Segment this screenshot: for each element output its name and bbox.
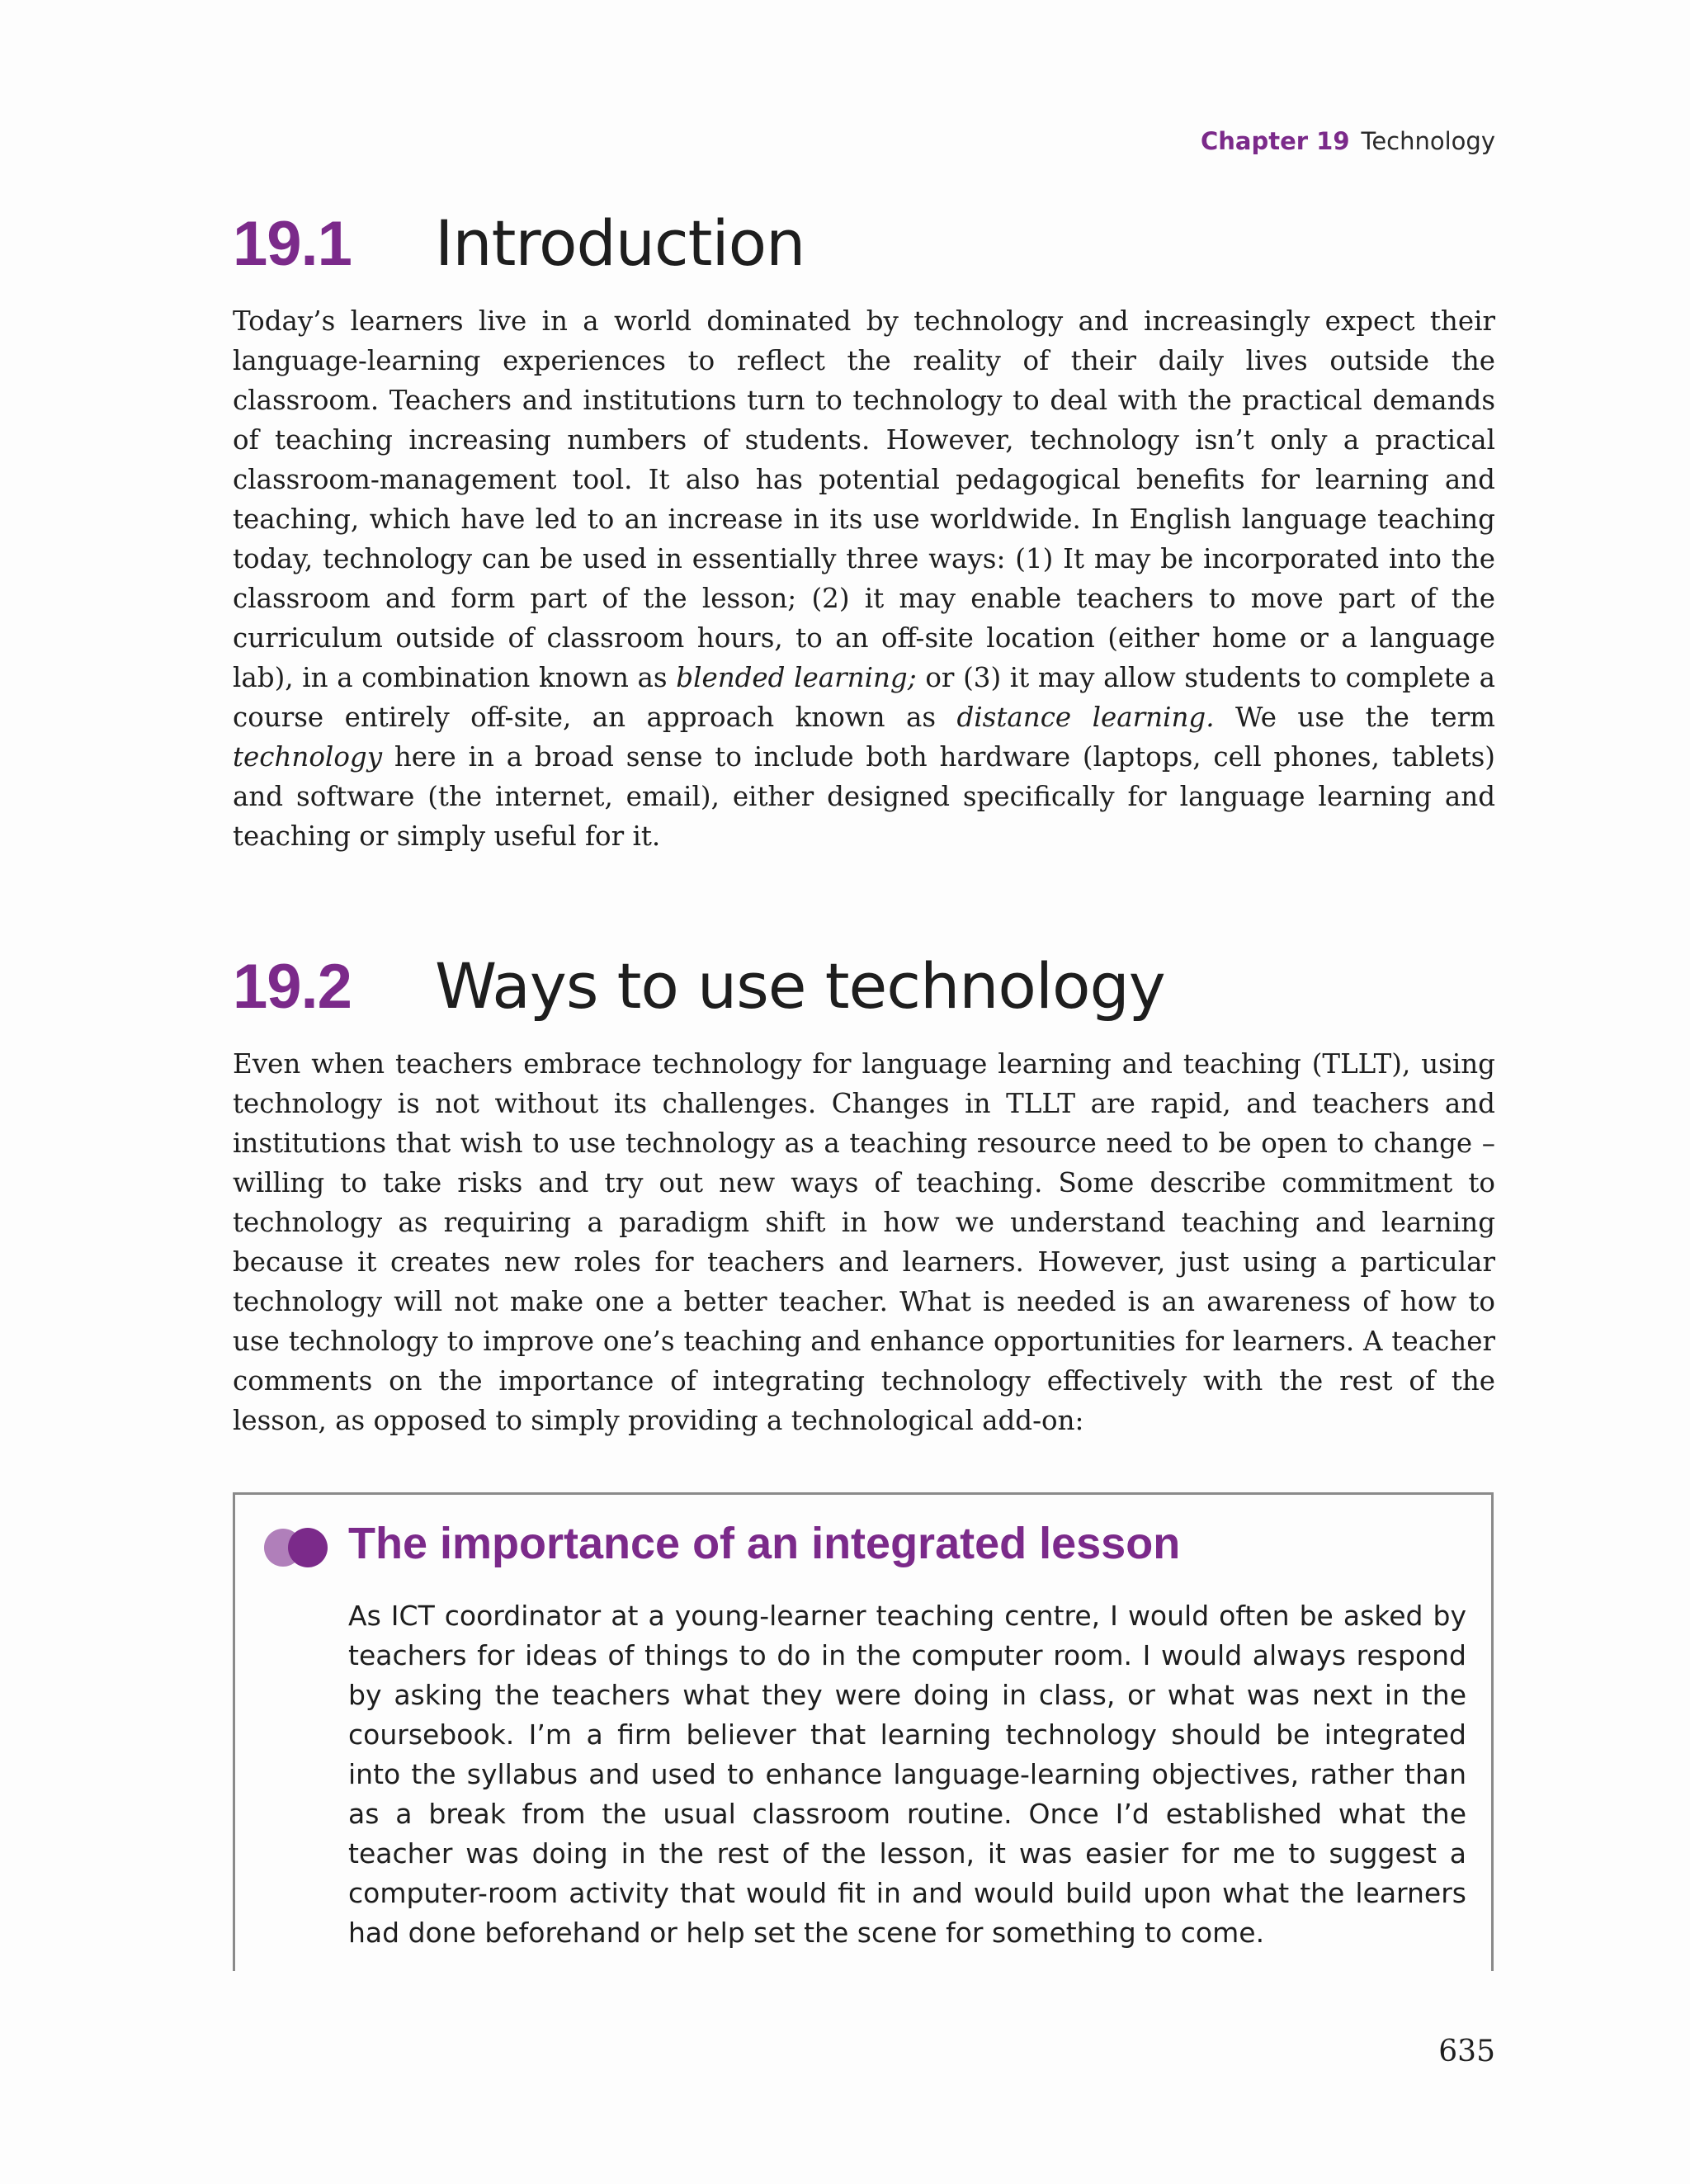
double-circle-icon bbox=[263, 1526, 329, 1569]
page-number: 635 bbox=[1438, 2035, 1495, 2068]
body-paragraph bbox=[233, 301, 1495, 856]
running-header bbox=[1201, 127, 1495, 155]
body-paragraph: Even when teachers embrace technology for language learning and teaching (TLLT), using technology is not without its challenges. Changes in TLLT are rapid, and teachers and institutions that wish to use technology as a teaching resource need to be open to change – willing to take risks and try out new ways of teaching. Some describe commitment to technology as requiring a paradigm shift in how we understand teaching and learning because it creates new roles for teachers and learners. However, just using a particular technology will not make one a better teacher. What is needed is an awareness of how to use technology to improve one’s teaching and enhance opportunities for learners. A teacher comments on the importance of integrating technology effectively with the rest of the lesson, as opposed to simply providing a technological add-on: bbox=[233, 1048, 1495, 1436]
box-text: As ICT coordinator at a young-learner teaching centre, I would often be asked by teachers for ideas of things to do in the computer room. I would always respond by asking the teachers what they were doing in class, or what was next in the coursebook. I’m a firm believer that learning technology should be integrated into the syllabus and used to enhance language-learning objectives, rather than as a break from the usual classroom routine. Once I’d established what the teacher was doing in the rest of the lesson, it was easier for me to suggest a computer-room activity that would fit in and would build upon what the learners had done beforehand or help set the scene for something to come. bbox=[348, 1600, 1466, 1949]
term-blended-learning: blended learning; bbox=[676, 662, 917, 693]
term-distance-learning: distance learning. bbox=[956, 702, 1215, 733]
paragraph-text: or (3) it may allow students to complete a course entirely off-site, an approach known as bbox=[233, 662, 1495, 733]
section-title: Introduction bbox=[435, 206, 805, 280]
section-ways-to-use-technology bbox=[233, 949, 1495, 1440]
paragraph-text: here in a broad sense to include both hardware (laptops, cell phones, tablets) and software (the internet, email), either designed specifically for language learning and teaching or simply useful for it. bbox=[233, 741, 1495, 852]
section-title: Ways to use technology bbox=[435, 949, 1165, 1023]
section-number: 19.1 bbox=[233, 209, 352, 279]
paragraph-text: We use the term bbox=[1214, 702, 1496, 733]
chapter-title: Technology bbox=[1361, 127, 1495, 155]
paragraph-text: Today’s learners live in a world dominated by technology and increasingly expect their language-learning experiences to reflect the reality of their daily lives outside the classroom. Teachers and institutions turn to technology to deal with the practical demands of teaching increasing numbers of students. However, technology isn’t only a practical classroom-management tool. It also has potential pedagogical benefits for learning and teaching, which have led to an increase in its use worldwide. In English language teaching today, technology can be used in essentially three ways: (1) It may be incorporated into the classroom and form part of the lesson; (2) it may enable teachers to move part of the curriculum outside of classroom hours, to an off-site location (either home or a language lab), in a combination known as bbox=[233, 305, 1495, 693]
box-title: The importance of an integrated lesson bbox=[348, 1519, 1181, 1568]
section-introduction bbox=[233, 206, 1495, 856]
section-heading bbox=[233, 949, 1495, 1023]
term-technology: technology bbox=[233, 741, 383, 773]
section-heading bbox=[233, 206, 1495, 280]
quote-box bbox=[233, 1492, 1494, 1971]
chapter-label: Chapter 19 bbox=[1201, 127, 1350, 155]
section-number: 19.2 bbox=[233, 952, 352, 1022]
